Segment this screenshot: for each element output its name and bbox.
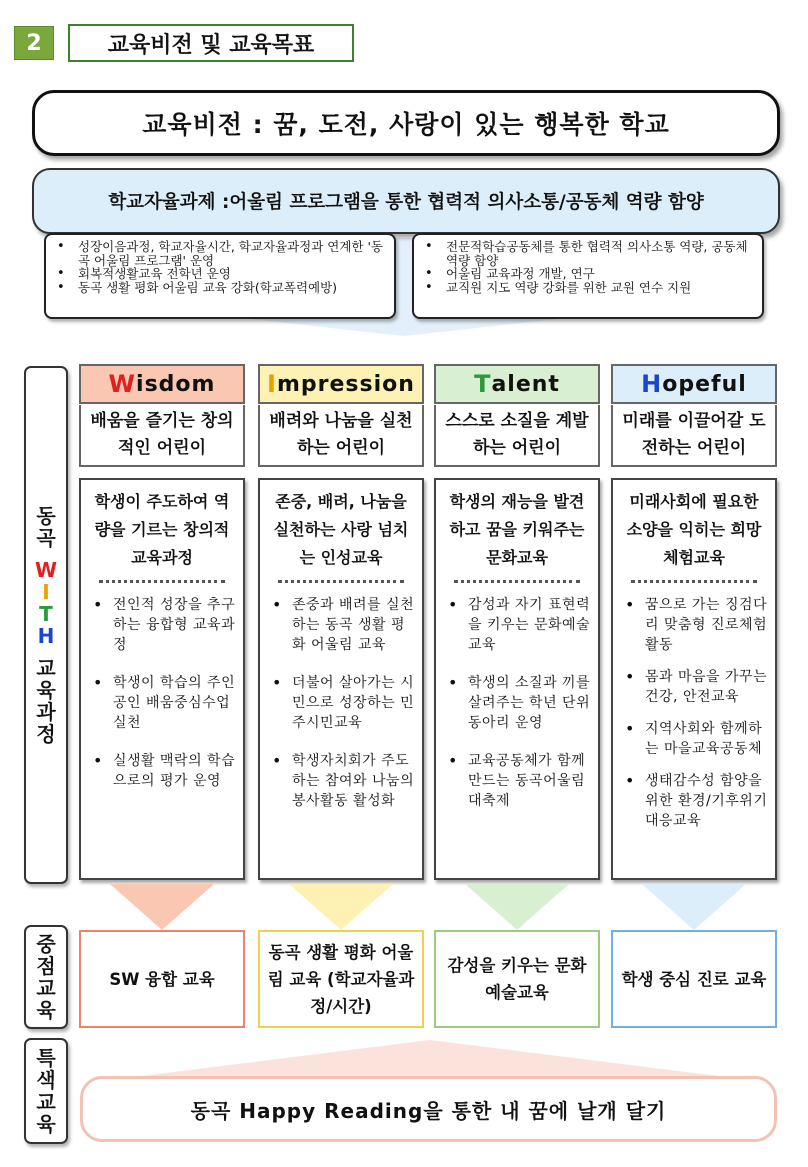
list-item: • 교직원 지도 역량 강화를 위한 교원 연수 지원 — [422, 281, 754, 295]
section-title: 교육비전 및 교육목표 — [68, 24, 354, 62]
arrow-wisdom — [110, 884, 214, 930]
list-item: • 회복적생활교육 전학년 운영 — [54, 267, 386, 281]
column-body-wisdom — [79, 478, 245, 880]
header-rest: mpression — [276, 371, 415, 397]
list-item: • 생태감수성 함양을 위한 환경/기후위기 대응교육 — [619, 771, 769, 831]
list-item: • 꿈으로 가는 징검다리 맞춤형 진로체험활동 — [619, 595, 769, 655]
with-letter-w: W — [34, 558, 58, 582]
side-label-curriculum — [24, 366, 68, 884]
header-initial: I — [267, 370, 277, 398]
column-goal-hopeful: 미래를 이끌어갈 도전하는 어린이 — [611, 405, 777, 467]
list-item: • 전인적 성장을 추구하는 융합형 교육과정 — [87, 595, 237, 655]
header-initial: T — [474, 370, 492, 398]
column-body-talent — [434, 478, 600, 880]
list-item: • 성장이음과정, 학교자율시간, 학교자율과정과 연계한 '동곡 어울림 프로그램' 운영 — [54, 240, 386, 267]
header-rest: isdom — [136, 371, 216, 397]
dotted-divider — [278, 580, 404, 583]
column-header-wisdom — [79, 364, 245, 404]
vision-box: 교육비전 : 꿈, 도전, 사랑이 있는 행복한 학교 — [32, 90, 780, 156]
special-program-box: 동곡 Happy Reading을 통한 내 꿈에 날개 달기 — [80, 1076, 777, 1142]
focus-hopeful: 학생 중심 진로 교육 — [611, 930, 777, 1028]
column-heading: 학생의 재능을 발견하고 꿈을 키워주는 문화교육 — [449, 492, 585, 567]
list-item: • 감성과 자기 표현력을 키우는 문화예술교육 — [442, 595, 592, 655]
dotted-divider — [99, 580, 225, 583]
list-item: • 어울림 교육과정 개발, 연구 — [422, 267, 754, 281]
column-heading: 미래사회에 필요한 소양을 익히는 희망체험교육 — [626, 492, 762, 567]
arrow-talent — [465, 884, 569, 930]
header-rest: opeful — [662, 371, 747, 397]
column-goal-talent: 스스로 소질을 계발하는 어린이 — [434, 405, 600, 467]
column-goal-wisdom: 배움을 즐기는 창의적인 어린이 — [79, 405, 245, 467]
school-task-box: 학교자율과제 :어울림 프로그램을 통한 협력적 의사소통/공동체 역량 함양 — [32, 168, 780, 234]
list-item: • 몸과 마음을 가꾸는 건강, 안전교육 — [619, 667, 769, 707]
side-label-focus — [24, 925, 68, 1029]
list-item: • 존중과 배려를 실천하는 동곡 생활 평화 어울림 교육 — [266, 595, 416, 655]
focus-impression: 동곡 생활 평화 어울림 교육 (학교자율과정/시간) — [258, 930, 424, 1028]
list-item: • 지역사회와 함께하는 마을교육공동체 — [619, 719, 769, 759]
column-body-impression — [258, 478, 424, 880]
with-letter-i: I — [42, 580, 50, 604]
list-item: • 학생이 학습의 주인공인 배움중심수업 실천 — [87, 673, 237, 733]
task-bullets-right — [412, 233, 764, 319]
list-item: • 더불어 살아가는 시민으로 성장하는 민주시민교육 — [266, 673, 416, 733]
list-item: • 실생활 맥락의 학습으로의 평가 운영 — [87, 751, 237, 791]
arrow-impression — [289, 884, 393, 930]
dotted-divider — [454, 580, 580, 583]
task-bullets-left — [44, 233, 396, 319]
side-label-top: 동 곡 — [36, 504, 56, 550]
section-number: 2 — [14, 26, 54, 60]
list-item: • 전문적학습공동체를 통한 협력적 의사소통 역량, 공동체 역량 함양 — [422, 240, 754, 267]
header-initial: H — [641, 370, 663, 398]
header-rest: alent — [491, 371, 560, 397]
focus-wisdom: SW 융합 교육 — [79, 930, 245, 1028]
column-header-impression — [258, 364, 424, 404]
with-letter-t: T — [39, 602, 53, 626]
column-heading: 존중, 배려, 나눔을 실천하는 사랑 넘치는 인성교육 — [273, 492, 409, 567]
with-letter-h: H — [37, 624, 55, 648]
side-label-text: 중 점 교 육 — [36, 932, 56, 1022]
column-header-talent — [434, 364, 600, 404]
side-label-bottom: 교 육 과 정 — [36, 656, 56, 746]
focus-talent: 감성을 키우는 문화예술교육 — [434, 930, 600, 1028]
column-heading: 학생이 주도하여 역량을 기르는 창의적 교육과정 — [94, 492, 230, 567]
side-label-text: 특 색 교 육 — [36, 1046, 56, 1136]
column-goal-impression: 배려와 나눔을 실천하는 어린이 — [258, 405, 424, 467]
column-header-hopeful — [611, 364, 777, 404]
list-item: • 동곡 생활 평화 어울림 교육 강화(학교폭력예방) — [54, 281, 386, 295]
dotted-divider — [631, 580, 757, 583]
column-body-hopeful — [611, 478, 777, 880]
list-item: • 학생자치회가 주도하는 참여와 나눔의 봉사활동 활성화 — [266, 751, 416, 811]
arrow-hopeful — [642, 884, 746, 930]
list-item: • 학생의 소질과 끼를 살려주는 학년 단위 동아리 운영 — [442, 673, 592, 733]
special-arrow — [110, 1040, 750, 1080]
list-item: • 교육공동체가 함께 만드는 동곡어울림 대축제 — [442, 751, 592, 811]
side-label-special — [24, 1038, 68, 1144]
header-initial: W — [108, 370, 137, 398]
